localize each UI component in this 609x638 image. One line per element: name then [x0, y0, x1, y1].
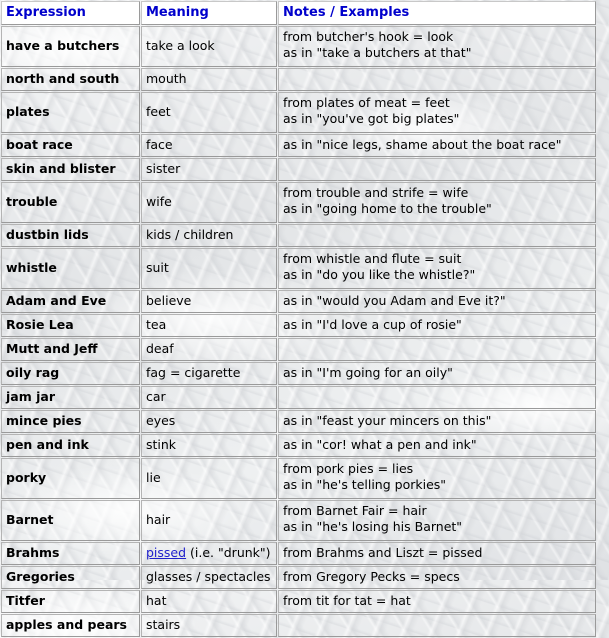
expression-text: Adam and Eve: [6, 293, 107, 308]
expression-text: plates: [6, 104, 50, 119]
cell-expression: [1, 92, 140, 133]
table-row: [1, 134, 596, 157]
meaning-text: deaf: [146, 341, 174, 356]
cell-expression: [1, 26, 140, 67]
meaning-text: fag = cigarette: [146, 365, 241, 380]
cell-expression: [1, 614, 140, 637]
cell-meaning: [141, 434, 277, 457]
table-row: [1, 386, 596, 409]
notes-line: as in "I'm going for an oily": [283, 365, 453, 380]
meaning-link[interactable]: pissed: [146, 545, 187, 560]
cell-expression: [1, 158, 140, 181]
table-body: [1, 26, 596, 637]
cell-meaning: [141, 158, 277, 181]
meaning-text: suit: [146, 260, 169, 275]
cell-notes: [278, 434, 596, 457]
meaning-text: stink: [146, 437, 177, 452]
table-row: [1, 500, 596, 541]
expression-text: porky: [6, 470, 47, 485]
notes-line: as in "feast your mincers on this": [283, 413, 492, 428]
notes-line: as in "he's telling porkies": [283, 477, 447, 492]
table-row: [1, 338, 596, 361]
table-row: [1, 68, 596, 91]
cell-meaning: [141, 134, 277, 157]
cell-expression: [1, 434, 140, 457]
meaning-text: hat: [146, 593, 167, 608]
cell-meaning: [141, 542, 277, 565]
cell-expression: [1, 500, 140, 541]
cell-expression: [1, 458, 140, 499]
expression-text: jam jar: [6, 389, 55, 404]
cell-notes: [278, 458, 596, 499]
notes-line: as in "cor! what a pen and ink": [283, 437, 477, 452]
table-row: [1, 362, 596, 385]
meaning-text: stairs: [146, 617, 181, 632]
cell-meaning: [141, 92, 277, 133]
expression-text: whistle: [6, 260, 57, 275]
cell-meaning: [141, 290, 277, 313]
expression-text: skin and blister: [6, 161, 116, 176]
table-row: [1, 182, 596, 223]
table-row: [1, 458, 596, 499]
cell-expression: [1, 362, 140, 385]
cell-notes: [278, 182, 596, 223]
cell-notes: [278, 566, 596, 589]
cell-notes: [278, 614, 596, 637]
cell-notes: [278, 314, 596, 337]
notes-line: as in "do you like the whistle?": [283, 267, 476, 282]
cell-meaning: [141, 410, 277, 433]
table-row: [1, 542, 596, 565]
expression-text: oily rag: [6, 365, 60, 380]
cell-expression: [1, 566, 140, 589]
notes-line: as in "going home to the trouble": [283, 201, 492, 216]
table-row: [1, 434, 596, 457]
cell-expression: [1, 338, 140, 361]
expression-text: Titfer: [6, 593, 45, 608]
meaning-text: wife: [146, 194, 172, 209]
meaning-text: feet: [146, 104, 171, 119]
column-header-expression: Expression: [1, 1, 140, 25]
meaning-suffix: (i.e. "drunk"): [186, 545, 271, 560]
table-row: [1, 158, 596, 181]
meaning-text: hair: [146, 512, 171, 527]
table-row: [1, 248, 596, 289]
cell-notes: [278, 338, 596, 361]
meaning-text: mouth: [146, 71, 187, 86]
expression-text: boat race: [6, 137, 73, 152]
meaning-text: eyes: [146, 413, 176, 428]
expression-text: mince pies: [6, 413, 82, 428]
expression-text: Gregories: [6, 569, 75, 584]
notes-line: from Brahms and Liszt = pissed: [283, 545, 483, 560]
notes-line: from Gregory Pecks = specs: [283, 569, 460, 584]
notes-line: from tit for tat = hat: [283, 593, 411, 608]
table-row: [1, 410, 596, 433]
cell-notes: [278, 158, 596, 181]
cell-notes: [278, 410, 596, 433]
notes-line: from Barnet Fair = hair: [283, 503, 427, 518]
notes-line: as in "he's losing his Barnet": [283, 519, 463, 534]
meaning-text: car: [146, 389, 166, 404]
notes-line: as in "you've got big plates": [283, 111, 460, 126]
notes-line: from whistle and flute = suit: [283, 251, 462, 266]
cell-expression: [1, 182, 140, 223]
cell-expression: [1, 134, 140, 157]
cell-notes: [278, 500, 596, 541]
cell-expression: [1, 248, 140, 289]
meaning-text: tea: [146, 317, 167, 332]
expression-text: trouble: [6, 194, 58, 209]
column-header-notes: Notes / Examples: [278, 1, 596, 25]
cell-meaning: [141, 26, 277, 67]
expression-text: dustbin lids: [6, 227, 89, 242]
cell-expression: [1, 224, 140, 247]
cell-expression: [1, 386, 140, 409]
table-row: [1, 224, 596, 247]
table-row: [1, 26, 596, 67]
table-row: [1, 290, 596, 313]
table-row: [1, 614, 596, 637]
meaning-text: take a look: [146, 38, 215, 53]
cell-notes: [278, 224, 596, 247]
expression-text: apples and pears: [6, 617, 127, 632]
cell-notes: [278, 542, 596, 565]
cell-expression: [1, 314, 140, 337]
notes-line: as in "I'd love a cup of rosie": [283, 317, 462, 332]
table-row: [1, 92, 596, 133]
cell-expression: [1, 590, 140, 613]
table-header: [1, 1, 596, 25]
table-row: [1, 590, 596, 613]
notes-line: from pork pies = lies: [283, 461, 414, 476]
cell-notes: [278, 590, 596, 613]
cell-expression: [1, 410, 140, 433]
cell-meaning: [141, 590, 277, 613]
meaning-text: believe: [146, 293, 192, 308]
notes-line: as in "would you Adam and Eve it?": [283, 293, 506, 308]
cell-meaning: [141, 566, 277, 589]
meaning-text: sister: [146, 161, 181, 176]
cell-meaning: [141, 362, 277, 385]
expression-text: have a butchers: [6, 38, 120, 53]
cell-meaning: [141, 248, 277, 289]
table-row: [1, 566, 596, 589]
cell-meaning: [141, 338, 277, 361]
cell-expression: [1, 290, 140, 313]
notes-line: as in "nice legs, shame about the boat race": [283, 137, 562, 152]
table-row: [1, 314, 596, 337]
meaning-text: lie: [146, 470, 161, 485]
meaning-text: kids / children: [146, 227, 234, 242]
expression-text: Rosie Lea: [6, 317, 74, 332]
cell-meaning: [141, 314, 277, 337]
notes-line: as in "take a butchers at that": [283, 45, 472, 60]
cell-notes: [278, 290, 596, 313]
cell-notes: [278, 248, 596, 289]
cell-meaning: [141, 224, 277, 247]
cell-meaning: [141, 182, 277, 223]
notes-line: from butcher's hook = look: [283, 29, 454, 44]
cell-notes: [278, 362, 596, 385]
cell-notes: [278, 134, 596, 157]
meaning-text: face: [146, 137, 173, 152]
cell-notes: [278, 386, 596, 409]
cell-meaning: [141, 614, 277, 637]
cell-meaning: [141, 68, 277, 91]
header-row: [1, 1, 596, 25]
cell-expression: [1, 68, 140, 91]
expression-text: Mutt and Jeff: [6, 341, 98, 356]
cell-meaning: [141, 500, 277, 541]
meaning-text: glasses / spectacles: [146, 569, 271, 584]
cell-notes: [278, 68, 596, 91]
cell-expression: [1, 542, 140, 565]
cell-meaning: [141, 386, 277, 409]
expression-text: Brahms: [6, 545, 60, 560]
expression-text: Barnet: [6, 512, 54, 527]
column-header-meaning: Meaning: [141, 1, 277, 25]
cell-notes: [278, 92, 596, 133]
cell-notes: [278, 26, 596, 67]
cell-meaning: [141, 458, 277, 499]
expression-text: north and south: [6, 71, 120, 86]
expression-text: pen and ink: [6, 437, 89, 452]
notes-line: from plates of meat = feet: [283, 95, 450, 110]
notes-line: from trouble and strife = wife: [283, 185, 469, 200]
